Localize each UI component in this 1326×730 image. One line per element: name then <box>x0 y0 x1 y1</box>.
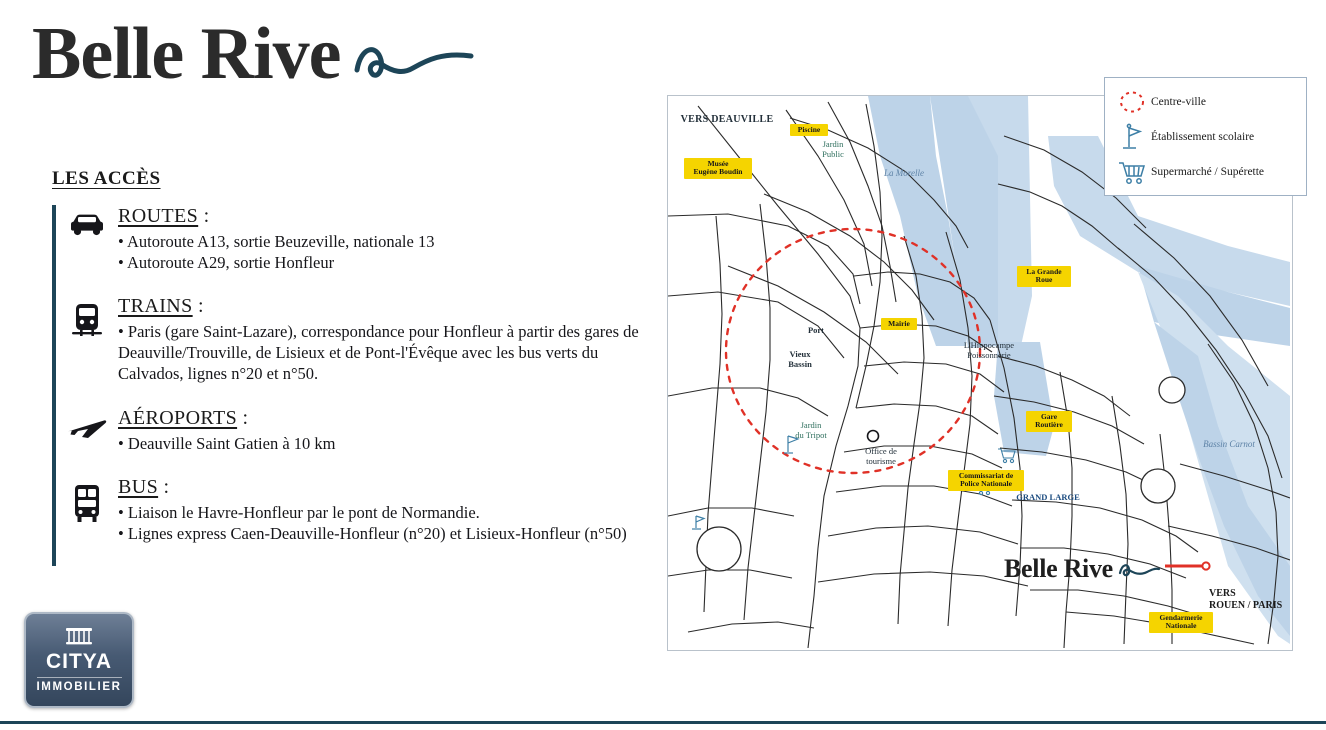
page-title: LES ACCÈS <box>52 168 161 189</box>
access-heading-trains: TRAINS : <box>118 295 204 318</box>
school-flag-icon <box>1113 123 1151 151</box>
red-pin-line-icon <box>1163 558 1211 579</box>
access-heading-aeroports: AÉROPORTS : <box>118 406 249 429</box>
access-line: • Liaison le Havre-Honfleur par le pont de Normandie. <box>118 502 480 522</box>
access-body-bus <box>118 476 656 544</box>
access-item-trains <box>56 295 656 384</box>
map-place-port: Port <box>807 325 825 335</box>
access-line: • Paris (gare Saint-Lazare), correspondance pour Honfleur à partir des gares de Deauville/Trouville, de Lisieux et de Pont-l'Évêque avec les bus verts du Calvados, lignes n°20 et n°50. <box>118 322 639 384</box>
access-heading-bus: BUS : <box>118 475 170 498</box>
access-item-bus <box>56 476 656 544</box>
citya-logo <box>24 612 134 708</box>
legend-row-school <box>1113 119 1298 154</box>
citya-name: CITYA <box>45 650 113 673</box>
map-legend <box>1104 77 1307 196</box>
map-place-jardin-tripot: Jardin du Tripot <box>795 420 827 440</box>
train-icon <box>56 295 118 341</box>
poi-gendarmerie: Gendarmerie Nationale <box>1149 612 1213 633</box>
access-body-aeroports <box>118 407 656 454</box>
brand-name: Belle Rive <box>32 12 341 95</box>
map-direction-rouen-paris <box>1209 588 1282 612</box>
map-brand-name: Belle Rive <box>1004 553 1113 583</box>
legend-label-supermarket: Supermarché / Supérette <box>1151 165 1265 178</box>
map-direction-rouen-line2: ROUEN / PARIS <box>1209 600 1283 611</box>
poi-mairie: Mairie <box>881 318 917 330</box>
wave-swash-icon <box>351 30 481 93</box>
map-place-hippocampe: L'Hippocampe Poissonnerie <box>963 340 1015 360</box>
wave-swash-icon <box>1117 558 1161 585</box>
map-place-grand-large: GRAND LARGE <box>1016 492 1080 502</box>
map-water-label-morelle: La Morelle <box>884 168 924 178</box>
legend-label-centre-ville: Centre-ville <box>1151 95 1206 108</box>
access-item-routes <box>56 205 656 273</box>
access-line: • Deauville Saint Gatien à 10 km <box>118 433 336 453</box>
access-heading-routes: ROUTES : <box>118 205 210 227</box>
access-line: • Lignes express Caen-Deauville-Honfleur (n°20) et Lisieux-Honfleur (n°50) <box>118 523 627 543</box>
dotted-circle-icon <box>1113 89 1151 115</box>
access-line: • Autoroute A29, sortie Honfleur <box>118 253 335 273</box>
poi-grande-roue: La Grande Roue <box>1017 266 1071 287</box>
bus-icon <box>56 476 118 524</box>
map-place-office-tourisme: Office de tourisme <box>865 446 897 466</box>
brand-title <box>32 14 481 93</box>
access-item-aeroports <box>56 407 656 454</box>
legend-row-centre-ville <box>1113 84 1298 119</box>
map-place-vieux-bassin: Vieux Bassin <box>788 349 812 369</box>
access-body-trains <box>118 295 656 384</box>
column-capital-icon <box>64 627 94 647</box>
car-icon <box>56 205 118 237</box>
map-direction-rouen-line1: VERS <box>1209 588 1236 599</box>
poi-gare-routiere: Gare Routière <box>1026 411 1072 432</box>
map-direction-deauville: VERS DEAUVILLE <box>680 114 774 125</box>
poi-piscine: Piscine <box>790 124 828 136</box>
access-body-routes <box>118 205 656 273</box>
legend-row-supermarket <box>1113 154 1298 189</box>
map-brand-marker <box>1004 552 1211 585</box>
footer-rule <box>0 721 1326 724</box>
legend-label-school: Établissement scolaire <box>1151 130 1255 143</box>
access-list <box>52 205 656 566</box>
map-water-label-bassin-carnot: Bassin Carnot <box>1203 439 1255 449</box>
poi-commissariat: Commissariat de Police Nationale <box>948 470 1024 491</box>
airplane-icon <box>56 407 118 443</box>
shopping-cart-icon <box>1113 158 1151 186</box>
access-line: • Autoroute A13, sortie Beuzeville, nationale 13 <box>118 232 435 251</box>
map-place-jardin-public: Jardin Public <box>822 139 844 159</box>
poi-musee-eugene-boudin: Musée Eugène Boudin <box>684 158 752 179</box>
citya-subtitle: IMMOBILIER <box>37 677 122 693</box>
